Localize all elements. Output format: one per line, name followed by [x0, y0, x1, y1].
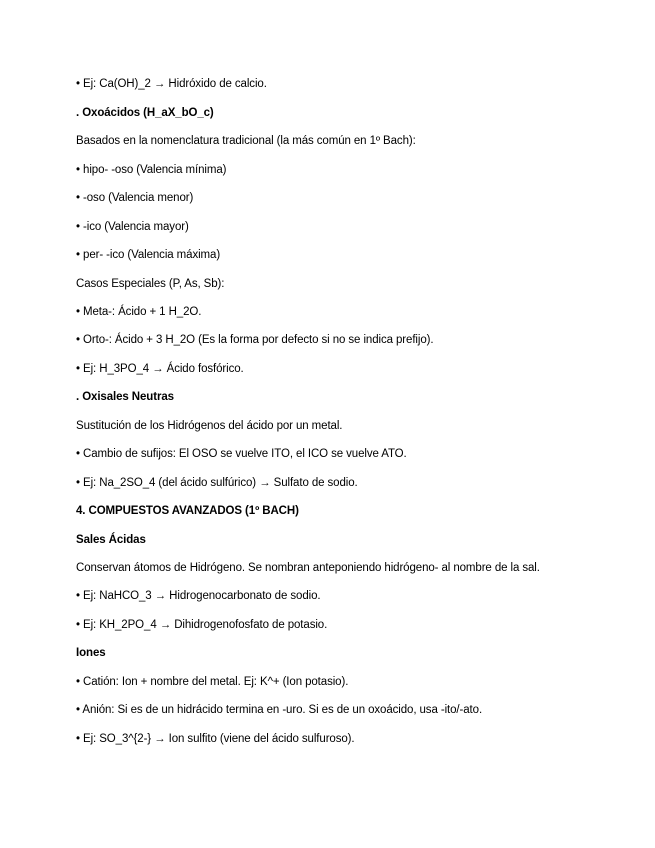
text-line: • Ej: Ca(OH)_2 → Hidróxido de calcio.	[76, 78, 267, 90]
text-line: • Ej: Na_2SO_4 (del ácido sulfúrico) → Sulfato de sodio.	[76, 477, 358, 489]
subheading-sales-acidas: Sales Ácidas	[76, 534, 146, 546]
text-line: • Anión: Si es de un hidrácido termina en -uro. Si es de un oxoácido, usa -ito/-ato.	[76, 704, 483, 716]
text-line: • Ej: SO_3^{2-} → Ion sulfito (viene del ácido sulfuroso).	[76, 733, 355, 745]
section-heading-oxoacidos: . Oxoácidos (H_aX_bO_c)	[76, 107, 214, 119]
text-line: Sustitución de los Hidrógenos del ácido por un metal.	[76, 420, 343, 432]
section-heading-oxisales: . Oxisales Neutras	[76, 391, 174, 403]
text-line: • Orto-: Ácido + 3 H_2O (Es la forma por defecto si no se indica prefijo).	[76, 334, 434, 346]
text-line: • -ico (Valencia mayor)	[76, 221, 189, 233]
subheading-iones: Iones	[76, 647, 106, 659]
text-line: • Catión: Ion + nombre del metal. Ej: K^+ (Ion potasio).	[76, 676, 349, 688]
text-line: Casos Especiales (P, As, Sb):	[76, 278, 225, 290]
text-line: • -oso (Valencia menor)	[76, 192, 194, 204]
section-heading-compuestos-avanzados: 4. COMPUESTOS AVANZADOS (1º BACH)	[76, 505, 299, 517]
text-line: • Ej: NaHCO_3 → Hidrogenocarbonato de sodio.	[76, 590, 321, 602]
text-line: • Meta-: Ácido + 1 H_2O.	[76, 306, 202, 318]
text-line: • per- -ico (Valencia máxima)	[76, 249, 221, 261]
text-line: Conservan átomos de Hidrógeno. Se nombran anteponiendo hidrógeno- al nombre de la sal.	[76, 562, 540, 574]
text-line: • Ej: KH_2PO_4 → Dihidrogenofosfato de potasio.	[76, 619, 328, 631]
text-line: • Ej: H_3PO_4 → Ácido fosfórico.	[76, 363, 244, 375]
text-line: • hipo- -oso (Valencia mínima)	[76, 164, 227, 176]
text-line: Basados en la nomenclatura tradicional (la más común en 1º Bach):	[76, 135, 416, 147]
text-line: • Cambio de sufijos: El OSO se vuelve ITO, el ICO se vuelve ATO.	[76, 448, 407, 460]
